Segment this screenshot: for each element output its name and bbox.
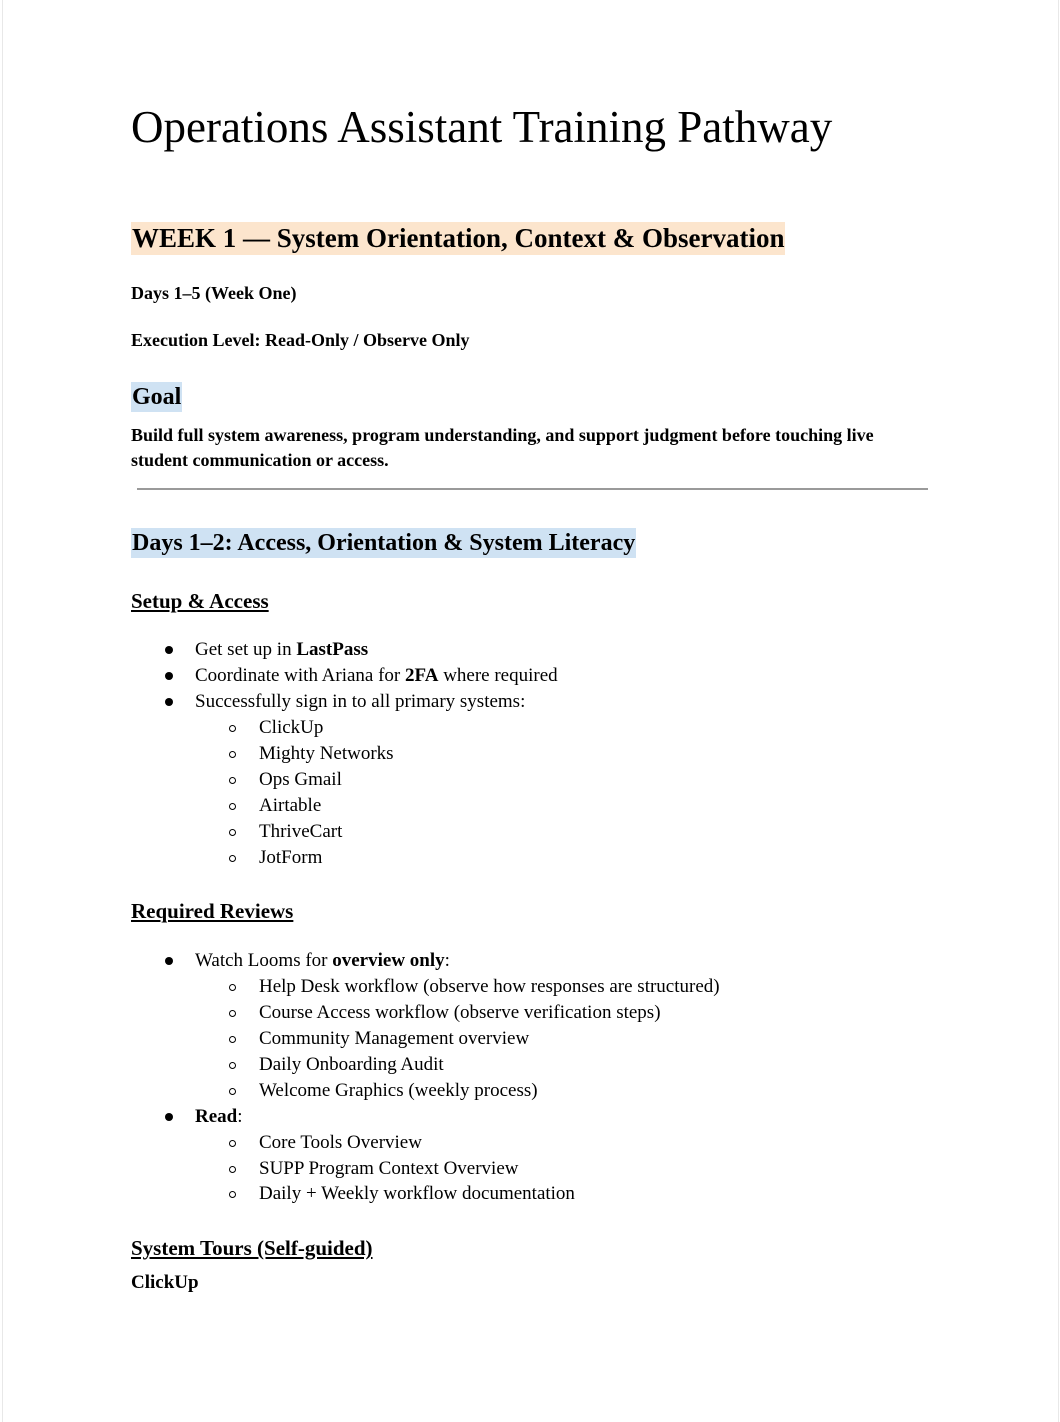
- item-bold-text: 2FA: [405, 665, 439, 686]
- system-name: Airtable: [259, 795, 322, 816]
- goal-heading: Goal: [132, 384, 182, 410]
- hollow-bullet-icon: [229, 1088, 236, 1095]
- item-text: Get set up in: [195, 639, 297, 660]
- hollow-bullet-icon: [229, 1140, 236, 1147]
- bullet-icon: [165, 672, 173, 680]
- loom-title: Course Access workflow (observe verification steps): [259, 1002, 661, 1023]
- horizontal-rule: [137, 488, 928, 490]
- item-text: Coordinate with Ariana for: [195, 665, 406, 686]
- item-text: where required: [438, 665, 558, 686]
- hollow-bullet-icon: [229, 725, 236, 732]
- hollow-bullet-icon: [229, 984, 236, 991]
- reading-title: SUPP Program Context Overview: [259, 1158, 519, 1179]
- item-text: Successfully sign in to all primary systems:: [195, 691, 526, 712]
- system-name: JotForm: [259, 847, 323, 868]
- reviews-heading: Required Reviews: [131, 899, 294, 923]
- hollow-bullet-icon: [229, 1191, 236, 1198]
- hollow-bullet-icon: [229, 1036, 236, 1043]
- tool-heading-clickup: ClickUp: [131, 1272, 199, 1293]
- hollow-bullet-icon: [229, 777, 236, 784]
- document-page: [2, 0, 1059, 1422]
- item-text: :: [444, 950, 450, 971]
- item-bold-text: Read: [195, 1106, 238, 1127]
- bullet-icon: [165, 1113, 173, 1121]
- document-title: Operations Assistant Training Pathway: [131, 102, 833, 152]
- hollow-bullet-icon: [229, 829, 236, 836]
- hollow-bullet-icon: [229, 855, 236, 862]
- item-text: :: [237, 1106, 243, 1127]
- loom-title: Community Management overview: [259, 1028, 530, 1049]
- hollow-bullet-icon: [229, 1062, 236, 1069]
- system-name: Mighty Networks: [259, 743, 394, 764]
- days-range: Days 1–5 (Week One): [131, 283, 297, 303]
- bullet-icon: [165, 698, 173, 706]
- execution-level: Execution Level: Read-Only / Observe Only: [131, 330, 470, 350]
- item-text: Watch Looms for: [195, 950, 333, 971]
- bullet-icon: [165, 646, 173, 654]
- system-name: ThriveCart: [259, 821, 343, 842]
- reading-title: Core Tools Overview: [259, 1132, 422, 1153]
- hollow-bullet-icon: [229, 803, 236, 810]
- bullet-icon: [165, 957, 173, 965]
- system-name: ClickUp: [259, 717, 324, 738]
- item-bold-text: LastPass: [296, 639, 369, 660]
- setup-heading: Setup & Access: [131, 589, 269, 613]
- tours-heading: System Tours (Self-guided): [131, 1236, 373, 1260]
- loom-title: Welcome Graphics (weekly process): [259, 1080, 538, 1101]
- loom-title: Daily Onboarding Audit: [259, 1054, 444, 1075]
- system-name: Ops Gmail: [259, 769, 342, 790]
- hollow-bullet-icon: [229, 751, 236, 758]
- week-heading: WEEK 1 — System Orientation, Context & Observation: [132, 223, 785, 253]
- hollow-bullet-icon: [229, 1010, 236, 1017]
- loom-title: Help Desk workflow (observe how responses are structured): [259, 976, 720, 997]
- goal-text: Build full system awareness, program understanding, and support judgment before touching live student communication or access.: [131, 425, 874, 470]
- section-heading: Days 1–2: Access, Orientation & System Literacy: [132, 530, 636, 556]
- item-bold-text: overview only: [332, 950, 445, 971]
- reading-title: Daily + Weekly workflow documentation: [259, 1183, 575, 1204]
- hollow-bullet-icon: [229, 1166, 236, 1173]
